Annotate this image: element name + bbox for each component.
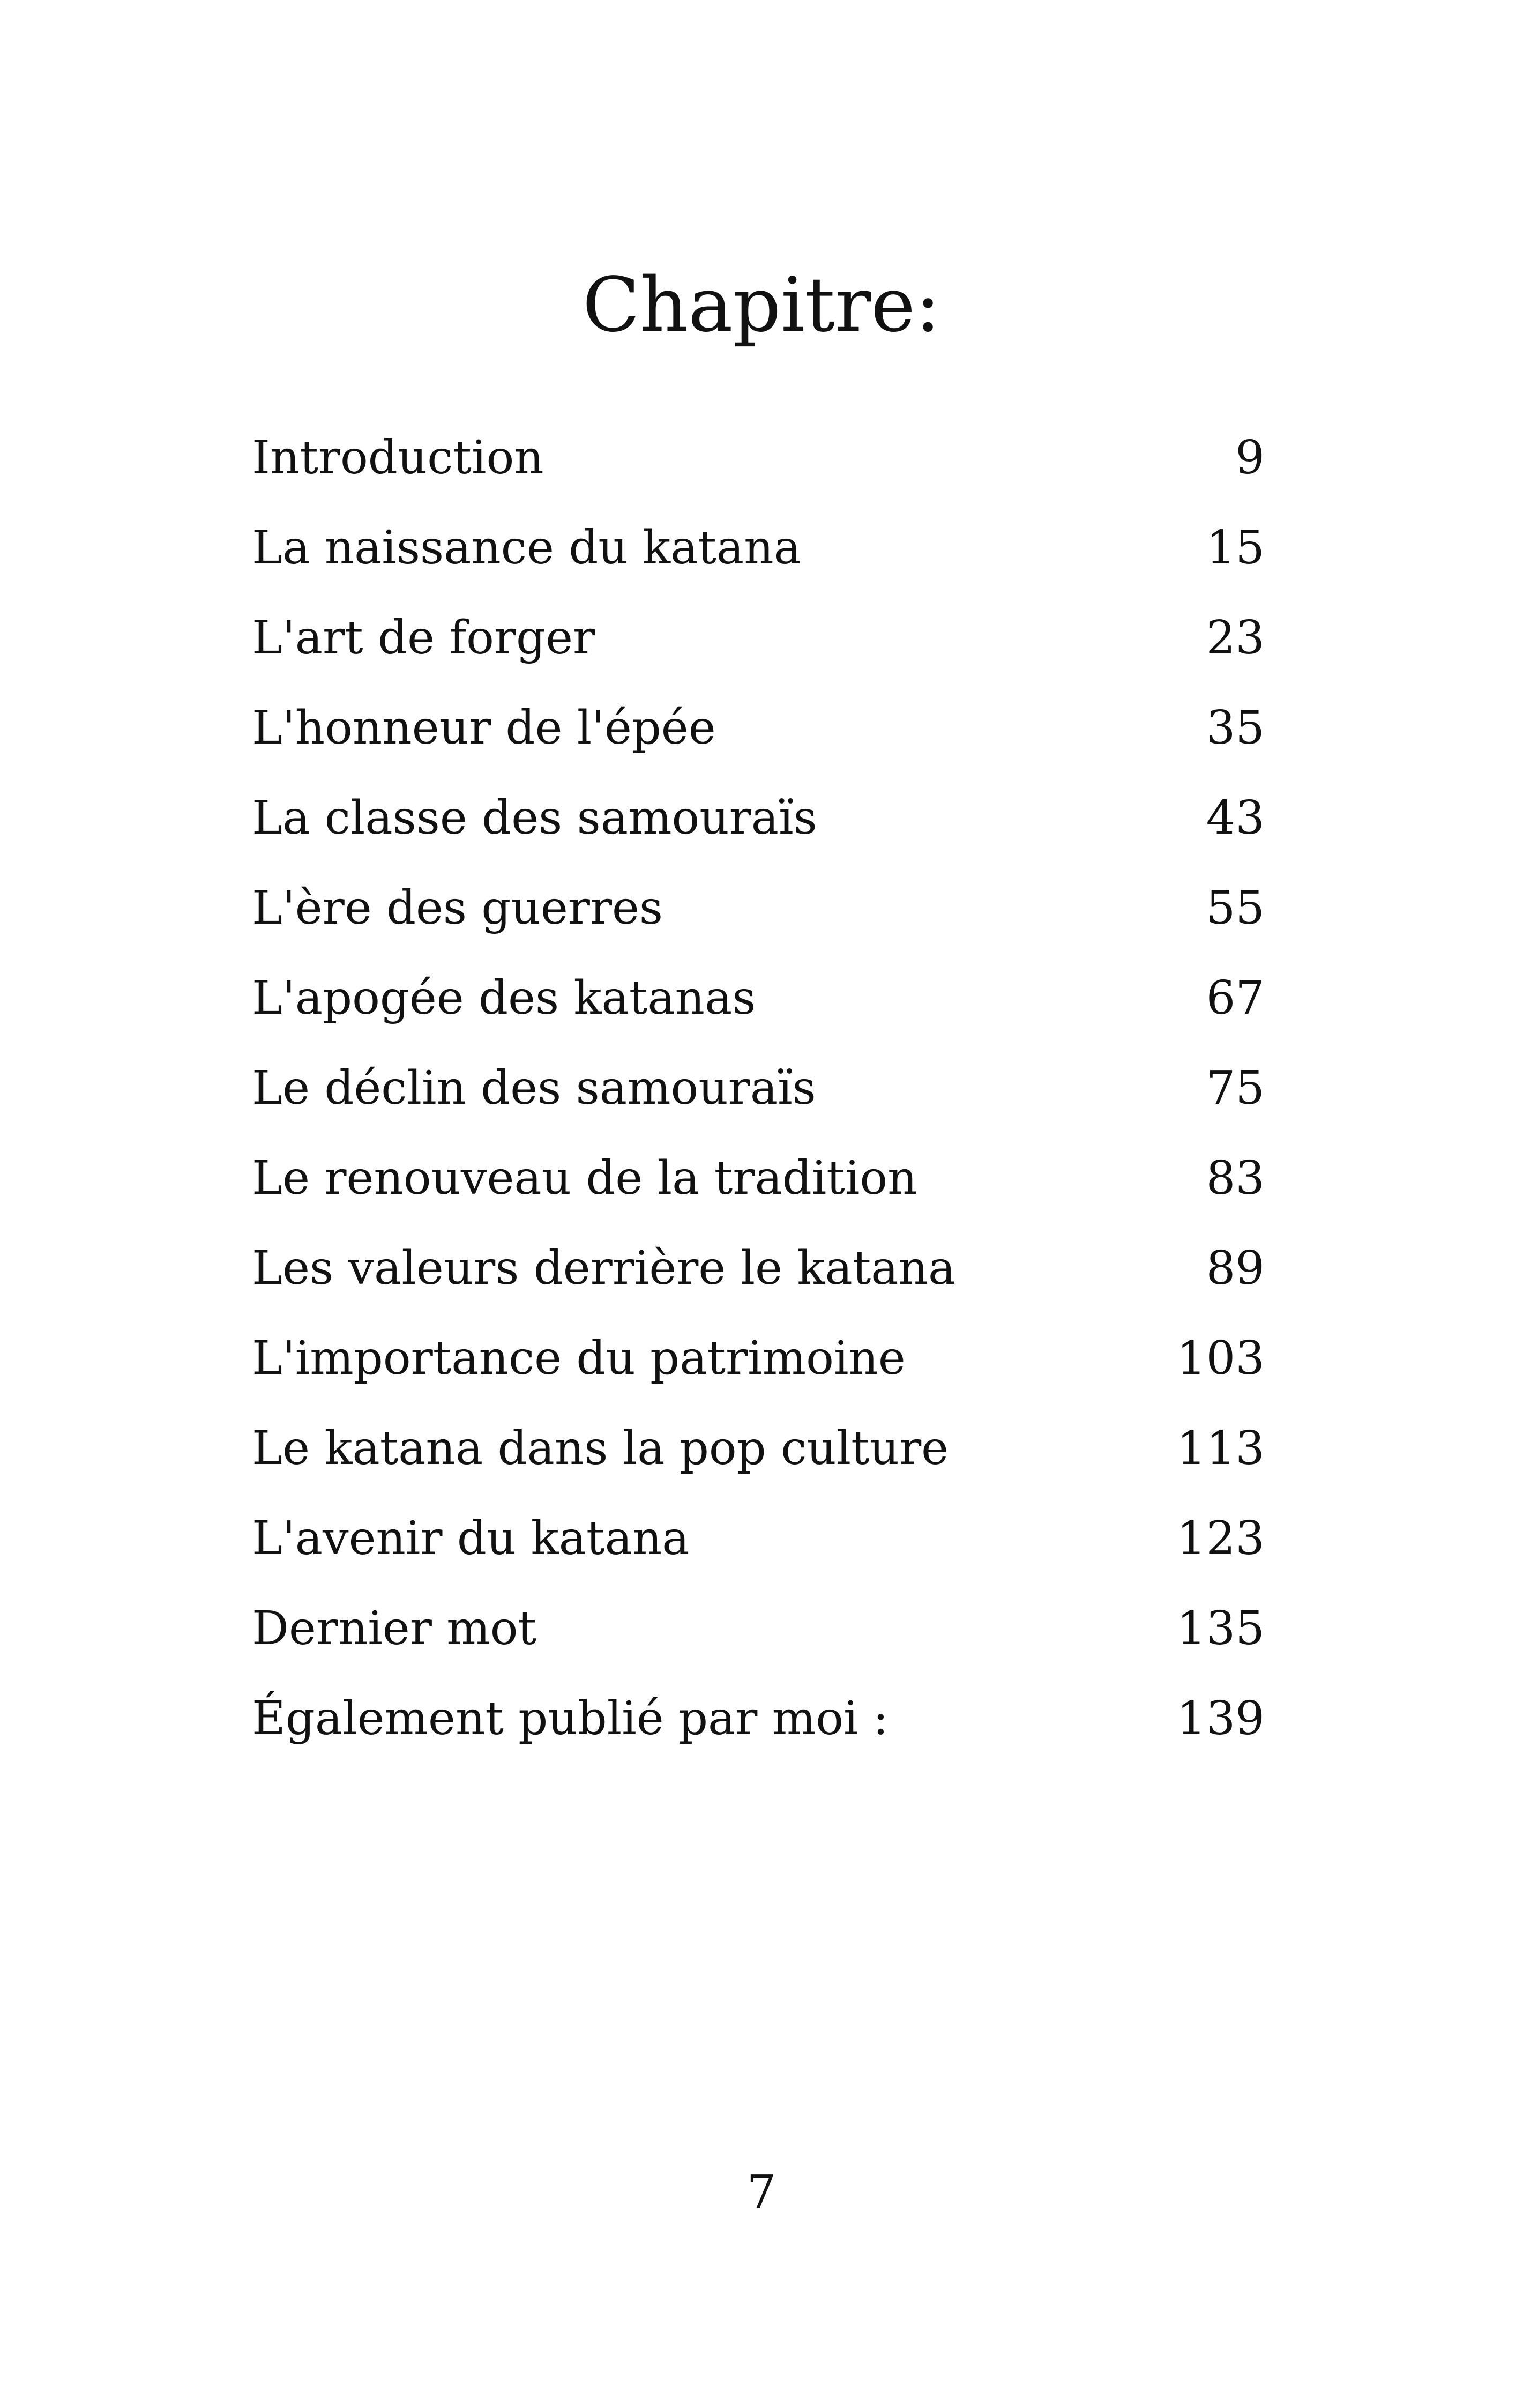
toc-entry-title: L'honneur de l'épée xyxy=(252,701,716,755)
toc-entry-page: 103 xyxy=(1176,1332,1265,1385)
toc-entry-page: 15 xyxy=(1206,521,1265,575)
toc-entry xyxy=(252,1313,1265,1403)
toc-entry-page: 75 xyxy=(1206,1061,1265,1115)
toc-entry-title: Également publié par moi : xyxy=(252,1692,889,1745)
toc-entry-page: 23 xyxy=(1206,611,1265,665)
toc-entry-page: 89 xyxy=(1206,1242,1265,1295)
toc-entry-page: 67 xyxy=(1206,971,1265,1025)
toc-entry-page: 113 xyxy=(1176,1422,1265,1475)
toc-entry-page: 139 xyxy=(1176,1692,1265,1745)
toc-entry-page: 9 xyxy=(1235,431,1265,485)
toc-entry-title: Le katana dans la pop culture xyxy=(252,1422,949,1475)
toc-entry xyxy=(252,863,1265,953)
toc-entry xyxy=(252,1493,1265,1584)
toc-entry xyxy=(252,1223,1265,1313)
toc-entry xyxy=(252,773,1265,863)
toc-entry-page: 123 xyxy=(1176,1512,1265,1565)
toc-entry xyxy=(252,1403,1265,1493)
toc-entry-title: L'avenir du katana xyxy=(252,1512,690,1565)
toc-entry xyxy=(252,1674,1265,1764)
toc-entry-page: 83 xyxy=(1206,1151,1265,1205)
toc-entry xyxy=(252,1043,1265,1133)
toc-entry-title: Dernier mot xyxy=(252,1602,537,1655)
toc-entry xyxy=(252,503,1265,593)
toc-entry-title: Les valeurs derrière le katana xyxy=(252,1242,956,1295)
toc-entry-page: 43 xyxy=(1206,791,1265,845)
toc-entry-title: La naissance du katana xyxy=(252,521,801,575)
toc-entry-title: Introduction xyxy=(252,431,544,485)
toc-entry xyxy=(252,683,1265,773)
page-title: Chapitre: xyxy=(582,262,941,349)
toc-entry xyxy=(252,953,1265,1043)
toc-entry-title: L'ère des guerres xyxy=(252,881,663,935)
toc-entry-page: 35 xyxy=(1206,701,1265,755)
toc-entry-page: 55 xyxy=(1206,881,1265,935)
page-number: 7 xyxy=(746,2166,777,2219)
table-of-contents xyxy=(252,413,1265,1764)
toc-entry-title: Le renouveau de la tradition xyxy=(252,1151,917,1205)
toc-entry-page: 135 xyxy=(1176,1602,1265,1655)
toc-entry-title: Le déclin des samouraïs xyxy=(252,1061,816,1115)
toc-entry-title: L'importance du patrimoine xyxy=(252,1332,906,1385)
toc-entry xyxy=(252,1584,1265,1674)
toc-entry xyxy=(252,413,1265,503)
toc-entry-title: L'art de forger xyxy=(252,611,595,665)
toc-entry-title: La classe des samouraïs xyxy=(252,791,817,845)
toc-entry xyxy=(252,1133,1265,1223)
toc-entry-title: L'apogée des katanas xyxy=(252,971,756,1025)
toc-entry xyxy=(252,593,1265,683)
